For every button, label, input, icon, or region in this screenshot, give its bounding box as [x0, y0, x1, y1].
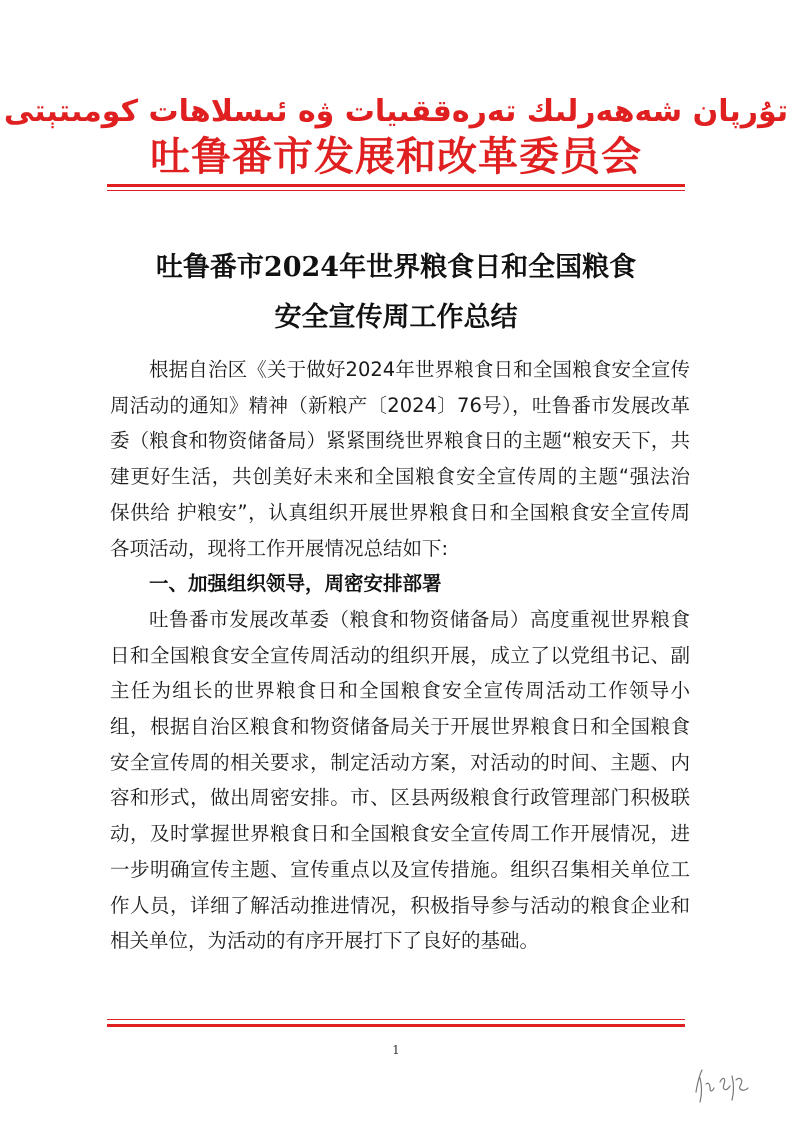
section-1-paragraph: 吐鲁番市发展改革委（粮食和物资储备局）高度重视世界粮食日和全国粮食安全宣传周活动的组织开展，成立了以党组书记、副主任为组长的世界粮食日和全国粮食安全宣传周活动工作领导小组，根据自治区粮食和物资储备局关于开展世界粮食日和全国粮食安全宣传周的相关要求，制定活动方案，对活动的时间、主题、内容和形式，做出周密安排。市、区县两级粮食行政管理部门积极联动，及时掌握世界粮食日和全国粮食安全宣传周工作开展情况，进一步明确宣传主题、宣传重点以及宣传措施。组织召集相关单位工作人员，详细了解活动推进情况，积极指导参与活动的粮食企业和相关单位，为活动的有序开展打下了良好的基础。	[110, 607, 690, 953]
footer-divider-thick	[107, 1024, 685, 1027]
document-title-line-1: 吐鲁番市2024年世界粮食日和全国粮食	[155, 252, 637, 283]
footer-divider-thin	[107, 1019, 685, 1020]
letterhead-divider-thick	[107, 184, 685, 187]
letterhead-divider-thin	[107, 190, 685, 191]
handwritten-signature-icon	[690, 1062, 760, 1106]
document-title-line-2: 安全宣传周工作总结	[274, 302, 518, 333]
document-body	[110, 352, 690, 959]
intro-paragraph: 根据自治区《关于做好2024年世界粮食日和全国粮食安全宣传周活动的通知》精神（新粮产〔2024〕76号），吐鲁番市发展改革委（粮食和物资储备局）紧紧围绕世界粮食日的主题“粮安天下，共建更好生活，共创美好未来和全国粮食安全宣传周的主题“强法治 保供给 护粮安”，认真组织开展世界粮食日和全国粮食安全宣传周各项活动，现将工作开展情况总结如下:	[110, 358, 690, 560]
section-1-heading: 一、加强组织领导，周密安排部署	[149, 572, 442, 596]
page-number: 1	[392, 1043, 400, 1057]
letterhead-chinese-name: 吐鲁番市发展和改革委员会	[150, 134, 642, 180]
letterhead-uyghur-name: تۇرپان شەھەرلىك تەرەققىيات ۋە ئىسلاھات كومىتېتى	[3, 94, 789, 129]
